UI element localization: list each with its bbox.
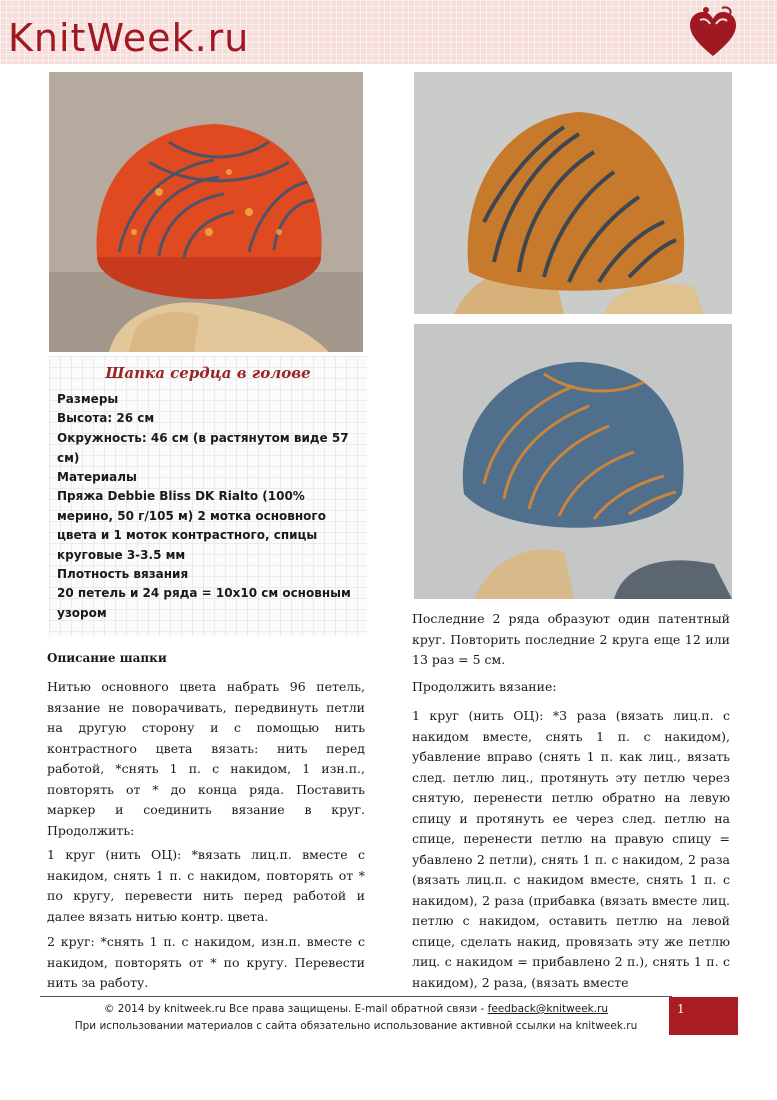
feedback-email-link[interactable]: feedback@knitweek.ru <box>487 1003 609 1015</box>
gauge-heading: Плотность вязания <box>57 567 189 581</box>
copyright-text: © 2014 by knitweek.ru Все права защищены. E-mail обратной связи - <box>103 1003 488 1015</box>
gauge-text: 20 петель и 24 ряда = 10x10 см основным узором <box>57 586 351 620</box>
instructions-paragraph: Последние 2 ряда образуют один патентный круг. Повторить последние 2 круга еще 12 или 13 раз = 5 см. <box>412 611 730 667</box>
hat-photo-blue <box>414 324 732 599</box>
height-spec: Высота: 26 см <box>57 411 155 425</box>
hat-photo-red <box>49 72 363 352</box>
site-header <box>0 0 777 64</box>
description-heading: Описание шапки <box>47 651 167 665</box>
usage-notice: При использовании материалов с сайта обязательно использование активной ссылки на knitweek.ru <box>74 1020 638 1032</box>
instructions-paragraph: 1 круг (нить ОЦ): *3 раза (вязать лиц.п. с накидом вместе, снять 1 п. с накидом), убавление вправо (снять 1 п. как лиц., вязать след. петлю лиц., протянуть эту петлю через снятую, перенести петлю обратно на левую спицу и протянуть ее через след. петлю на спице, перенести петлю на правую спицу = убавлено 2 петли), снять 1 п. с накидом, 2 раза (вязать лиц.п. с накидом вместе, снять 1 п. с накидом), 2 раза (прибавка (вязать вместе лиц. петлю с накидом, оставить петлю на левой спице, сделать накид, провязать эту же петлю лиц. с накидом = прибавлено 2 п.), снять 1 п. с накидом), 2 раза, (вязать вместе <box>412 708 730 990</box>
circumference-spec: Окружность: 46 см (в растянутом виде 57 см) <box>57 431 349 465</box>
description-paragraph: 1 круг (нить ОЦ): *вязать лиц.п. вместе с накидом, снять 1 п. с накидом, повторять от * по кругу, перевести нить перед работой и далее вязать нитью контр. цвета. <box>47 847 365 924</box>
site-logo[interactable]: KnitWeek.ru <box>8 16 250 60</box>
copyright-line <box>40 1001 672 1018</box>
description-paragraph: Нитью основного цвета набрать 96 петель, вязание не поворачивать, передвинуть петли на другую сторону и с помощью нить контрастного цвета вязать: нить перед работой, *снять 1 п. с накидом, 1 изн.п., повторять от * до конца ряда. Поставить маркер и соединить вязание в круг. Продолжить: <box>47 679 365 838</box>
description-paragraph: 2 круг: *снять 1 п. с накидом, изн.п. вместе с накидом, повторять от * по кругу. Перевести нить за работу. <box>47 934 365 990</box>
footer <box>40 1001 672 1035</box>
hat-specs-box <box>49 356 367 636</box>
footer-divider <box>40 996 672 997</box>
page-number-badge <box>669 997 738 1035</box>
sizes-heading: Размеры <box>57 392 119 406</box>
heart-logo-icon <box>686 6 740 60</box>
instructions-paragraph: Продолжить вязание: <box>412 679 557 694</box>
materials-heading: Материалы <box>57 470 137 484</box>
hat-photo-orange <box>414 72 732 314</box>
page-number: 1 <box>677 1002 685 1016</box>
materials-text: Пряжа Debbie Bliss DK Rialto (100% мерино, 50 г/105 м) 2 мотка основного цвета и 1 моток контрастного, спицы круговые 3-3.5 мм <box>57 489 326 562</box>
pattern-title: Шапка сердца в голове <box>105 364 311 382</box>
